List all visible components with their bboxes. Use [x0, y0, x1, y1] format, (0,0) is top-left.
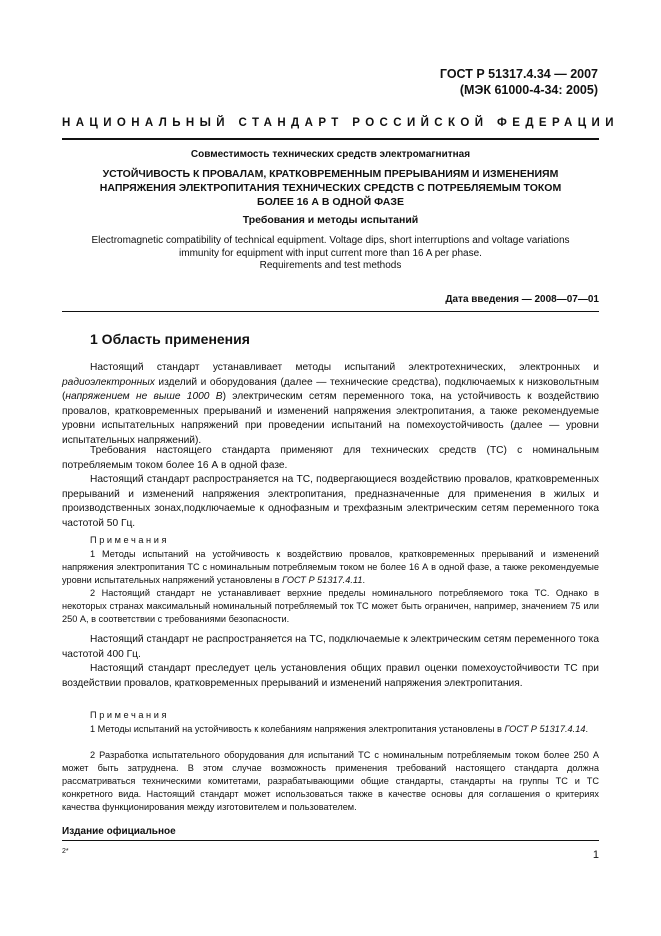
- document-title: [62, 167, 599, 209]
- paragraph-scope: Настоящий стандарт устанавливает методы испытаний электротехнических, электронных и радиоэлектронных изделий и оборудования (далее — технические средства), подключаемых к низковольтным (напряжением не выше 1000 В) электрическим сетям переменного тока, на устойчивость к воздействию провалов, кратковременных прерываний и изменений напряжения электропитания, а также рекомендуемые уровни испытательных напряжений при проведении испытаний на помехоустойчивость (далее — уровни испытательных напряжений).: [62, 362, 599, 446]
- national-standard-banner: НАЦИОНАЛЬНЫЙ СТАНДАРТ РОССИЙСКОЙ ФЕДЕРАЦИИ: [62, 117, 619, 129]
- iec-number: (МЭК 61000-4-34: 2005): [459, 83, 598, 97]
- header-rule: [62, 138, 599, 140]
- date-rule: [62, 311, 599, 312]
- paragraph-exclusion: Настоящий стандарт не распространяется на ТС, подключаемые к электрическим сетям переменного тока частотой 400 Гц.: [62, 634, 599, 660]
- english-title: [62, 235, 599, 273]
- section-heading: 1 Область применения: [90, 331, 250, 347]
- english-title-line: Requirements and test methods: [259, 260, 402, 271]
- paragraph-requirements: Требования настоящего стандарта применяют для технических средств (ТС) с номинальным потребляемым током более 16 А в одной фазе.: [62, 445, 599, 471]
- english-title-line: immunity for equipment with input current more than 16 A per phase.: [179, 247, 482, 259]
- paragraph-application: Настоящий стандарт распространяется на ТС, подвергающиеся воздействию провалов, кратковременных прерываний и изменений напряжения электропитания, предназначенные для применения в жилых и производственных зонах,подключаемые к однофазным и трехфазным электрическим сетям переменного тока частотой 50 Гц.: [62, 474, 599, 529]
- note-item: 1 Методы испытаний на устойчивость к колебаниям напряжения электропитания установлены в ГОСТ Р 51317.4.14.: [90, 724, 588, 734]
- title-line: УСТОЙЧИВОСТЬ К ПРОВАЛАМ, КРАТКОВРЕМЕННЫМ ПРЕРЫВАНИЯМ И ИЗМЕНЕНИЯМ: [102, 168, 559, 180]
- notes-heading: Примечания: [90, 535, 170, 545]
- compatibility-heading: Совместимость технических средств электромагнитная: [190, 149, 471, 160]
- introduction-date: Дата введения — 2008—07—01: [445, 294, 599, 305]
- document-header: [440, 66, 598, 98]
- english-title-line: Electromagnetic compatibility of technical equipment. Voltage dips, short interruptions and voltage variations: [91, 235, 570, 246]
- requirements-subtitle: Требования и методы испытаний: [242, 214, 419, 226]
- official-edition-label: Издание официальное: [62, 826, 176, 837]
- note-item: 1 Методы испытаний на устойчивость к воздействию провалов, кратковременных прерываний и изменений напряжения электропитания ТС с номинальным потребляемым током не более 16 А в одной фазе, а также рекомендуемые уровни испытательных напряжений установлены в ГОСТ Р 51317.4.11.: [62, 549, 599, 585]
- paragraph-purpose: Настоящий стандарт преследует цель установления общих правил оценки помехоустойчивости ТС при воздействии провалов, кратковременных прерываний и изменений напряжения электропитания.: [62, 663, 599, 689]
- notes-heading: Примечания: [90, 710, 170, 720]
- note-item: 2 Настоящий стандарт не устанавливает верхние пределы номинального потребляемого тока ТС. Однако в некоторых странах максимальный номинальный потребляемый ток ТС может быть ограничен, например, значением 75 или 250 А, в соответствии с требованиями безопасности.: [62, 588, 599, 624]
- gost-number: ГОСТ Р 51317.4.34 — 2007: [439, 67, 598, 81]
- signature-mark: 2*: [62, 848, 69, 855]
- note-item: 2 Разработка испытательного оборудования для испытаний ТС с номинальным потребляемым током более 250 А может быть затруднена. В этом случае возможность применения требований настоящего стандарта должна рассматриваться техническими комитетами, разрабатывающими общие стандарты, стандарты на группы ТС и ТС конкретного вида. Настоящий стандарт может использоваться также в качестве основы для соглашения о критериях качества функционирования между изготовителем и пользователем.: [62, 750, 599, 812]
- footer-rule: [62, 840, 599, 841]
- title-line: НАПРЯЖЕНИЯ ЭЛЕКТРОПИТАНИЯ ТЕХНИЧЕСКИХ СРЕДСТВ С ПОТРЕБЛЯЕМЫМ ТОКОМ: [99, 182, 562, 194]
- page-number: 1: [592, 849, 599, 861]
- title-line: БОЛЕЕ 16 А В ОДНОЙ ФАЗЕ: [257, 196, 404, 208]
